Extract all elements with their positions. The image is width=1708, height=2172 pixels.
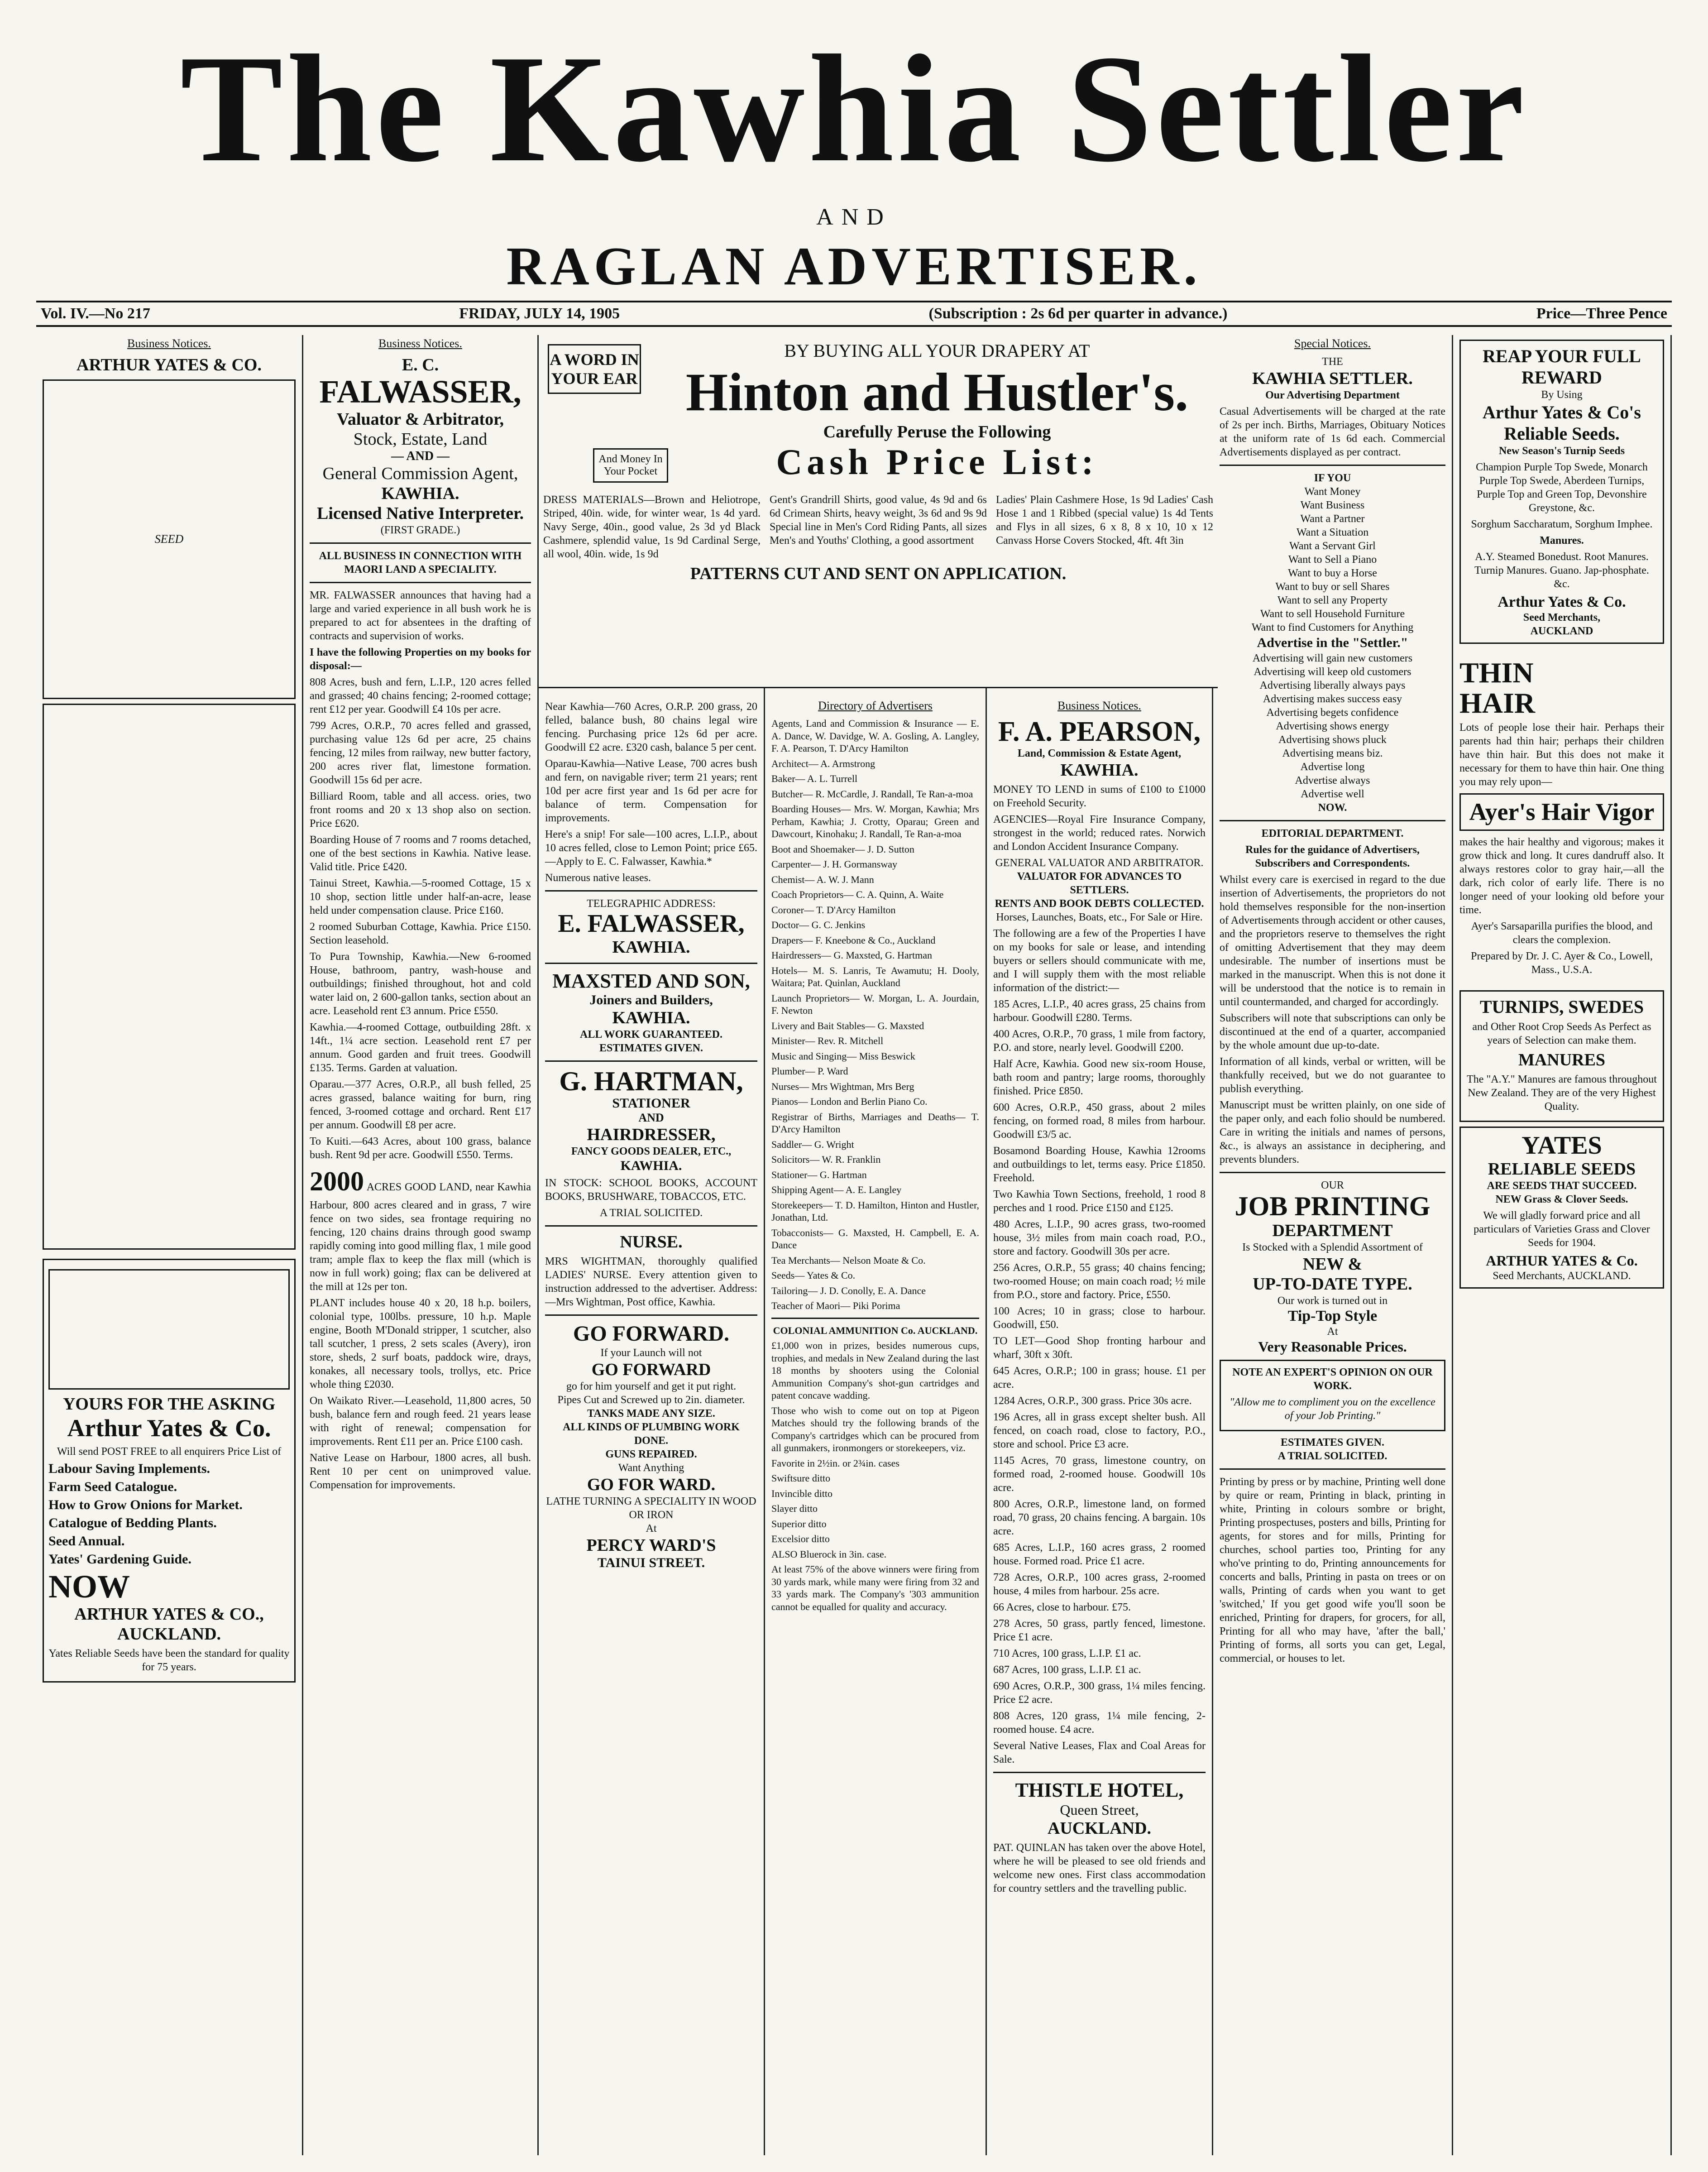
ayer-illustration bbox=[43, 704, 296, 1250]
brand: Favorite in 2½in. or 2¾in. cases bbox=[771, 1457, 899, 1469]
footer-name: ARTHUR YATES & Co. bbox=[1486, 1252, 1638, 1269]
directory-entry: Registrar of Births, Marriages and Deaths— T. D'Arcy Hamilton bbox=[771, 1111, 979, 1135]
turned: Our work is turned out in bbox=[1277, 1295, 1388, 1307]
property: 480 Acres, L.I.P., 90 acres grass, two-roomed house, 3½ miles from main coach road, P.O., store and factory. Goodwill 30s per acre. bbox=[993, 1218, 1206, 1258]
property: 690 Acres, O.R.P., 300 grass, 1¼ miles fencing. Price £2 acre. bbox=[993, 1680, 1206, 1706]
price: Price—Three Pence bbox=[1536, 305, 1667, 322]
directory-entry: Baker— A. L. Turrell bbox=[771, 773, 858, 784]
falwasser-specialty: ALL BUSINESS IN CONNECTION WITH MAORI LAND A SPECIALITY. bbox=[319, 550, 522, 575]
editorial: EDITORIAL DEPARTMENT. bbox=[1261, 827, 1404, 839]
directory-entry: Tea Merchants— Nelson Moate & Co. bbox=[771, 1254, 926, 1266]
plant-listing: PLANT includes house 40 x 20, 18 h.p. boilers, colonial type, 100lbs. pressure, 10 h.p. Maple engine, Booth M'Donald stripper, 1 scutcher, also tall scutcher, 1 press, 2 sets scales (Avery), iron store, sheds, 2 surf boats, paddock wire, drays, konakes, all necessary tools, trollys, etc. Price whole thing £2030. bbox=[310, 1297, 531, 1390]
if-you-item: Want Money bbox=[1304, 486, 1361, 498]
money-in-pocket: And Money In Your Pocket bbox=[593, 448, 668, 483]
falwasser-role2: Stock, Estate, Land bbox=[353, 429, 488, 449]
listing: Oparau-Kawhia—Native Lease, 700 acres bush and fern, on navigable river; term 21 years; rent 10d per acre first year and 1s 6d per acre for balance of term. Compensation for improvements. bbox=[545, 758, 757, 824]
reliable: Reliable Seeds. bbox=[1504, 423, 1620, 444]
bluerock: ALSO Bluerock in 3in. case. bbox=[771, 1548, 887, 1560]
pearson-intro: The following are a few of the Properties I have on my books for sale or lease, and intending buyers or sellers should communicate with me, and I will supply them with the most reliable information of the district:— bbox=[993, 928, 1206, 994]
pearson-place: KAWHIA. bbox=[1060, 761, 1139, 780]
job-printing: JOB PRINTING bbox=[1234, 1191, 1431, 1221]
pearson-rents: RENTS AND BOOK DEBTS COLLECTED. bbox=[995, 898, 1204, 910]
tiptop: Tip-Top Style bbox=[1287, 1307, 1378, 1324]
slogan: Advertising makes success easy bbox=[1263, 693, 1402, 705]
seed-packet-illustration bbox=[43, 379, 296, 699]
column-header: Special Notices. bbox=[1294, 337, 1371, 350]
property: 808 Acres, bush and fern, L.I.P., 120 acres felled and grassed; 40 chains fencing; 2-roomed cottage; rent £12 per year. Goodwill £4 10s per acre. bbox=[310, 676, 531, 715]
slogan: Advertising begets confidence bbox=[1266, 706, 1399, 719]
manures-head: Manures. bbox=[1540, 535, 1584, 547]
property: 799 Acres, O.R.P., 70 acres felled and grassed, purchasing value 12s 6d per acre, 25 chains fencing, 12 miles from railway, new butter factory, 200 acres river flat, limestone formation. Goodwill 15s 6d per acre. bbox=[310, 719, 531, 786]
slogan: Advertising will keep old customers bbox=[1253, 666, 1411, 678]
if-you-item: Want to sell Household Furniture bbox=[1260, 608, 1405, 620]
property: 710 Acres, 100 grass, L.I.P. £1 ac. bbox=[993, 1648, 1141, 1660]
yates-tagline: Yates Reliable Seeds have been the standard for quality for 75 years. bbox=[48, 1647, 290, 1673]
new: NEW & bbox=[1302, 1254, 1363, 1274]
hartman-hairdresser: HAIRDRESSER, bbox=[587, 1125, 716, 1144]
nurse-heading: NURSE. bbox=[620, 1232, 683, 1251]
word-in-ear: A WORD IN YOUR EAR bbox=[548, 344, 641, 394]
merchants-place: AUCKLAND bbox=[1530, 625, 1593, 637]
falwasser-grade: (FIRST GRADE.) bbox=[380, 524, 460, 536]
hinton-lead: BY BUYING ALL YOUR DRAPERY AT bbox=[784, 340, 1090, 361]
falwasser-role: Valuator & Arbitrator, bbox=[336, 409, 504, 429]
footer-place: Seed Merchants, AUCKLAND. bbox=[1493, 1270, 1631, 1282]
yates-item: Seed Annual. bbox=[48, 1534, 125, 1549]
stocked: Is Stocked with a Splendid Assortment of bbox=[1242, 1241, 1423, 1253]
property: 185 Acres, L.I.P., 40 acres grass, 25 chains from harbour. Goodwill £280. Terms. bbox=[993, 998, 1206, 1024]
property: 685 Acres, L.I.P., 160 acres grass, 2 roomed house. Formed road. Price £1 acre. bbox=[993, 1542, 1206, 1568]
go-for-him: go for him yourself and get it put right. bbox=[566, 1380, 737, 1392]
falwasser-intro: MR. FALWASSER announces that having had a large and varied experience in all bush work he is prepared to act for absentees in the drafting of contracts and supervision of works. bbox=[310, 589, 531, 642]
yates-now: NOW bbox=[48, 1568, 130, 1605]
hartman-fancy: FANCY GOODS DEALER, ETC., bbox=[571, 1145, 732, 1157]
lathe: LATHE TURNING A SPECIALITY IN WOOD OR IRON bbox=[546, 1495, 756, 1521]
maxsted-trade: Joiners and Builders, bbox=[589, 992, 713, 1007]
directory-entry: Teacher of Maori— Piki Porima bbox=[771, 1300, 900, 1311]
slogan: Advertising shows pluck bbox=[1278, 734, 1387, 746]
colonial-closing: At least 75% of the above winners were firing from 30 yards mark, while many were firing from 32 and 33 yards mark. The Company's '303 ammunition cannot be equalled for quality and accuracy. bbox=[771, 1563, 979, 1612]
directory-entry: Plumber— P. Ward bbox=[771, 1065, 848, 1077]
merchants: Arthur Yates & Co. bbox=[1497, 594, 1626, 610]
succeed: ARE SEEDS THAT SUCCEED. bbox=[1487, 1179, 1637, 1192]
brand: Slayer ditto bbox=[771, 1503, 818, 1514]
pearson-horses: Horses, Launches, Boats, etc., For Sale or Hire. bbox=[996, 911, 1203, 924]
directory-entry: Butcher— R. McCardle, J. Randall, Te Ran-a-moa bbox=[771, 788, 973, 800]
pearson-agencies: AGENCIES—Royal Fire Insurance Company, strongest in the world; reduced rates. Norwich and London Accident Insurance Company. bbox=[993, 814, 1206, 853]
price-col-a: DRESS MATERIALS—Brown and Heliotrope, Striped, 40in. wide, for winter wear, 1s 4d yard. Navy Serge, 40in., good value, 2s 3d yd Black Cashmere, splendid value, 1s 9d Cardinal Serge, all wool, 40in. wide, 1s 9d bbox=[543, 494, 761, 560]
advertise: Advertise in the "Settler." bbox=[1257, 635, 1408, 650]
quote: "Allow me to compliment you on the excellence of your Job Printing." bbox=[1230, 1396, 1435, 1422]
directory-entry: Chemist— A. W. J. Mann bbox=[771, 873, 874, 885]
column-2 bbox=[303, 335, 539, 2155]
turnips-ad-title: TURNIPS, SWEDES bbox=[1479, 997, 1644, 1017]
slogan: Advertising liberally always pays bbox=[1259, 679, 1406, 691]
masthead-and: AND bbox=[816, 204, 892, 230]
directory-entry: Solicitors— W. R. Franklin bbox=[771, 1154, 881, 1165]
property: 400 Acres, O.R.P., 70 grass, 1 mile from factory, P.O. and store, nearly level. Goodwill £200. bbox=[993, 1028, 1206, 1054]
pearson-name: F. A. PEARSON, bbox=[998, 716, 1201, 747]
column-header: Business Notices. bbox=[378, 337, 462, 350]
property: 1284 Acres, O.R.P., 300 grass. Price 30s acre. bbox=[993, 1395, 1192, 1407]
directory-entry: Boot and Shoemaker— J. D. Sutton bbox=[771, 843, 914, 855]
falwasser-licensed: Licensed Native Interpreter. bbox=[317, 503, 524, 523]
slogan: Advertising means biz. bbox=[1282, 747, 1383, 759]
property: Oparau.—377 Acres, O.R.P., all bush felled, 25 acres grassed, balance waiting for burn, ring fenced, 3-roomed cottage and orchard. Rent £17 per annum. Goodwill £8 per acre. bbox=[310, 1078, 531, 1131]
merchants-sub: Seed Merchants, bbox=[1523, 612, 1601, 623]
expert: NOTE AN EXPERT'S OPINION ON OUR WORK. bbox=[1232, 1366, 1433, 1392]
property: 808 Acres, 120 grass, 1¼ mile fencing, 2-roomed house. £4 acre. bbox=[993, 1710, 1206, 1736]
slogan: Advertise long bbox=[1300, 761, 1365, 773]
colonial-body: £1,000 won in prizes, besides numerous cups, trophies, and medals in New Zealand during the last 18 months by shooters using the Colonial Ammunition Company's shot-gun cartridges and patent concave wadding. bbox=[771, 1340, 979, 1401]
directory-entry: Nurses— Mrs Wightman, Mrs Berg bbox=[771, 1080, 914, 1092]
expert-box bbox=[1220, 1360, 1445, 1431]
directory-entry: Livery and Bait Stables— G. Maxsted bbox=[771, 1020, 924, 1031]
settler-the: THE bbox=[1322, 356, 1343, 368]
waikato-listing: On Waikato River.—Leasehold, 11,800 acres, 50 bush, balance fern and rough feed. 21 years lease with right of renewal; compensation for improvements. Rent £11 per an. Price £100 cash. bbox=[310, 1395, 531, 1448]
volume: Vol. IV.—No 217 bbox=[41, 305, 150, 322]
manures-ad-body: The "A.Y." Manures are famous throughout New Zealand. They are of the very Highest Quality. bbox=[1467, 1074, 1657, 1113]
price-columns bbox=[543, 490, 1213, 564]
if-you-item: IF YOU bbox=[1314, 472, 1351, 484]
yates: Arthur Yates & Co's bbox=[1483, 402, 1641, 422]
issue-date: FRIDAY, JULY 14, 1905 bbox=[459, 305, 620, 322]
directory-entry: Hotels— M. S. Lanris, Te Awamutu; H. Dooly, Waitara; Pat. Quinlan, Auckland bbox=[771, 964, 979, 988]
hartman-name: G. HARTMAN, bbox=[559, 1066, 743, 1096]
hartman-stationer: STATIONER bbox=[612, 1095, 690, 1111]
falwasser-place: KAWHIA. bbox=[381, 484, 459, 503]
yates-logo: YATES bbox=[1521, 1132, 1602, 1160]
tel-place: KAWHIA. bbox=[612, 937, 690, 957]
yates-items bbox=[48, 1461, 290, 1567]
thistle-name: THISTLE HOTEL, bbox=[1015, 1779, 1184, 1802]
column-7 bbox=[1453, 335, 1672, 2155]
slogans bbox=[1220, 652, 1445, 815]
ayer-body2: makes the hair healthy and vigorous; makes it grow thick and long. It cures dandruff also. It always restores color to gray hair,—all the dark, rich color of early life. There is no longer need of your looking old before your time. bbox=[1459, 836, 1664, 916]
pipes: Pipes Cut and Screwed up to 2in. diameter. bbox=[557, 1394, 745, 1406]
property: 687 Acres, 100 grass, L.I.P. £1 ac. bbox=[993, 1664, 1141, 1676]
directory-entry: Boarding Houses— Mrs. W. Morgan, Kawhia; Mrs Perham, Kawhia; J. Crotty, Oparau; Green and Dawcourt, Kinohaku; J. Randall, Te Ran-a-moa bbox=[771, 803, 979, 839]
yates-item: Farm Seed Catalogue. bbox=[48, 1479, 177, 1494]
our: OUR bbox=[1321, 1179, 1344, 1191]
ayer-ad bbox=[1459, 657, 1664, 977]
column-header: Business Notices. bbox=[1057, 699, 1141, 712]
directory-entry: Minister— Rev. R. Mitchell bbox=[771, 1035, 884, 1046]
column-6 bbox=[1213, 335, 1453, 2155]
seed-label: SEED bbox=[154, 532, 184, 546]
falwasser-role3: General Commission Agent, bbox=[322, 464, 518, 483]
manuscript: Manuscript must be written plainly, on one side of the paper only, and each folio should be numbered. Care in writing the initials and names of persons, &c., is always an assistance in deciphering, and prevents blunders. bbox=[1220, 1099, 1445, 1165]
native-listing: Native Lease on Harbour, 1800 acres, all bush. Rent 10 per cent on unimproved value. Compensation for improvements. bbox=[310, 1452, 531, 1491]
estimates: ESTIMATES GIVEN. bbox=[1281, 1436, 1384, 1448]
yates-footer: ARTHUR YATES & CO., AUCKLAND. bbox=[74, 1604, 264, 1644]
manures: A.Y. Steamed Bonedust. Root Manures. Turnip Manures. Guano. Jap-phosphate. &c. bbox=[1474, 551, 1649, 590]
yates-illustration bbox=[48, 1269, 290, 1390]
property: 66 Acres, close to harbour. £75. bbox=[993, 1601, 1131, 1614]
directory-entry: Shipping Agent— A. E. Langley bbox=[771, 1184, 902, 1195]
ayer-body: Lots of people lose their hair. Perhaps their parents had thin hair; perhaps their children have thin hair. But this does not make it necessary for them to have thin hair. One thing you may rely upon— bbox=[1459, 722, 1664, 788]
props-heading: I have the following Properties on my books for disposal:— bbox=[310, 646, 531, 672]
prepared: Prepared by Dr. J. C. Ayer & Co., Lowell, Mass., U.S.A. bbox=[1471, 950, 1653, 976]
directory-entry: Pianos— London and Berlin Piano Co. bbox=[771, 1096, 928, 1107]
masthead-subtitle: RAGLAN ADVERTISER. bbox=[506, 236, 1202, 296]
yates-bottom-ad bbox=[1459, 1127, 1664, 1289]
forward-launch: If your Launch will not bbox=[600, 1347, 702, 1359]
directory-entry: Drapers— F. Kneebone & Co., Auckland bbox=[771, 934, 936, 946]
hinton-hustler-ad bbox=[539, 335, 1218, 688]
property: TO LET—Good Shop fronting harbour and wharf, 30ft x 30ft. bbox=[993, 1335, 1206, 1361]
directory-entry: Seeds— Yates & Co. bbox=[771, 1270, 856, 1281]
rules: Whilst every care is exercised in regard to the due insertion of Advertisements, the proprietors do not hold themselves responsible for the non-insertion of Advertisements through accident or other causes, and the proprietors reserve to themselves the right of omitting Advertisement that they may deem undesirable. The number of insertions must be marked in the manuscript. When this is not done it will be understood that the notice is to remain in until countermanded, and charged for accordingly. bbox=[1220, 873, 1445, 1008]
property: Billiard Room, table and all access. ories, two front rooms and 20 x 13 shop also on section. Price £620. bbox=[310, 790, 531, 829]
forward-heading: GO FORWARD. bbox=[573, 1321, 729, 1346]
directory-entry: Music and Singing— Miss Beswick bbox=[771, 1050, 915, 1062]
hartman-trial: A TRIAL SOLICITED. bbox=[599, 1207, 703, 1219]
listing: Near Kawhia—760 Acres, O.R.P. 200 grass, 20 felled, balance bush, 80 chains legal wire fencing. Purchasing price 12s 6d per acre. Goodwill £2 acre. £320 cash, balance 5 per cent. bbox=[545, 701, 757, 753]
patterns: PATTERNS CUT AND SENT ON APPLICATION. bbox=[690, 564, 1067, 583]
nurse-body: MRS WIGHTMAN, thoroughly qualified LADIES' NURSE. Every attention given to instruction addressed to the advertiser. Address:—Mrs Wightman, Post office, Kawhia. bbox=[545, 1255, 757, 1308]
colonial-body2: Those who wish to come out on top at Pigeon Matches should try the following brands of the Company's cartridges which can be procured from all gunmakers, ironmongers or storekeepers, viz. bbox=[771, 1405, 979, 1453]
up-to-date: UP-TO-DATE TYPE. bbox=[1253, 1274, 1412, 1294]
yates-heading: YOURS FOR THE ASKING bbox=[62, 1395, 276, 1414]
tanks: TANKS MADE ANY SIZE. bbox=[587, 1407, 715, 1419]
property: 728 Acres, O.R.P., 100 acres grass, 2-roomed house, 4 miles from harbour. 25s acre. bbox=[993, 1572, 1206, 1597]
directory-entry: Storekeepers— T. D. Hamilton, Hinton and Hustler, Jonathan, Ltd. bbox=[771, 1199, 979, 1223]
property: To Kuiti.—643 Acres, about 100 grass, balance bush. Rent 9d per acre. Goodwill £550. Terms. bbox=[310, 1135, 531, 1161]
price-col-c: Ladies' Plain Cashmere Hose, 1s 9d Ladies' Cash Hose 1 and 1 Ribbed (special value) 1s 4d Tents and Flys in all sizes, 6 x 8, 8 x 10, 10 x 12 Canvass Horse Covers Stocked, 4ft. 4ft 3in bbox=[996, 494, 1213, 547]
ad-dept: Our Advertising Department bbox=[1265, 389, 1400, 401]
if-you-item: Want to buy or sell Shares bbox=[1275, 581, 1390, 593]
trial: A TRIAL SOLICITED. bbox=[1277, 1450, 1387, 1462]
thistle-body: PAT. QUINLAN has taken over the above Hotel, where he will be pleased to see old friends and welcome new ones. First class accommodation for country settlers and the travelling public. bbox=[993, 1842, 1206, 1895]
property: 256 Acres, O.R.P., 55 grass; 40 chains fencing; two-roomed House; on main coach road; ½ mile from P.O., store and factory. Price, £550. bbox=[993, 1262, 1206, 1301]
sarsaparilla: Ayer's Sarsaparilla purifies the blood, and clears the complexion. bbox=[1471, 921, 1653, 946]
if-you-item: Want a Situation bbox=[1296, 527, 1369, 538]
at: At bbox=[646, 1522, 657, 1534]
slogan: Advertise well bbox=[1301, 788, 1364, 800]
dateline bbox=[36, 301, 1672, 327]
maxsted-guarantee: ALL WORK GUARANTEED. bbox=[580, 1028, 722, 1040]
hair: HAIR bbox=[1459, 687, 1536, 719]
guns: GUNS REPAIRED. bbox=[605, 1448, 697, 1460]
telegraphic: TELEGRAPHIC ADDRESS: bbox=[587, 898, 716, 910]
yates-ad-title: ARTHUR YATES & CO. bbox=[77, 355, 262, 374]
tel-name: E. FALWASSER, bbox=[558, 910, 745, 938]
yates-body: Will send POST FREE to all enquirers Price List of bbox=[57, 1446, 282, 1458]
pearson-valuator: GENERAL VALUATOR AND ARBITRATOR. bbox=[995, 857, 1204, 869]
want: Want Anything bbox=[618, 1462, 684, 1474]
directory-entry: Coroner— T. D'Arcy Hamilton bbox=[771, 904, 896, 916]
maxsted-name: MAXSTED AND SON, bbox=[552, 969, 750, 992]
big-listing-text: ACRES GOOD LAND, near Kawhia Harbour, 800 acres cleared and in grass, 7 wire fence on two sides, sea frontage requiring no fencing, 120 chains drains through good swamp rapidly coming into good milling flax, 1 mile good tram; ample flax to keep the flax mill (which is now in full work) going; flax can be delivered at the mill at 12s per ton. bbox=[310, 1181, 531, 1293]
property: 800 Acres, O.R.P., limestone land, on formed road, 70 grass, 20 chains fencing. A bargain. 10s acre. bbox=[993, 1498, 1206, 1538]
if-you-item: Want to buy a Horse bbox=[1288, 567, 1377, 579]
pearson-money: MONEY TO LEND in sums of £100 to £1000 on Freehold Security. bbox=[993, 784, 1206, 810]
yates-item: How to Grow Onions for Market. bbox=[48, 1497, 243, 1512]
property: Bosamond Boarding House, Kawhia 12rooms and outbuildings to let, terms easy. Price £1850. Freehold. bbox=[993, 1145, 1206, 1184]
property: 278 Acres, 50 grass, partly fenced, limestone. Price £1 acre. bbox=[993, 1618, 1206, 1644]
job-dept: DEPARTMENT bbox=[1272, 1221, 1393, 1240]
directory-entry: Tailoring— J. D. Conolly, E. A. Dance bbox=[771, 1285, 926, 1296]
property: 2 roomed Suburban Cottage, Kawhia. Price £150. Section leasehold. bbox=[310, 921, 531, 946]
falwasser-initials: E. C. bbox=[402, 355, 439, 374]
slogan: NOW. bbox=[1318, 801, 1347, 814]
big-listing bbox=[310, 1165, 531, 1294]
turnips-ad bbox=[1459, 990, 1664, 1122]
directory-entry: Agents, Land and Commission & Insurance — E. A. Dance, W. Davidge, W. A. Gosling, A. Langley, F. A. Pearson, T. D'Arcy Hamilton bbox=[771, 718, 979, 754]
colonial-heading: COLONIAL AMMUNITION Co. AUCKLAND. bbox=[773, 1324, 978, 1336]
property: 645 Acres, O.R.P.; 100 in grass; house. £1 per acre. bbox=[993, 1365, 1206, 1391]
property: 1145 Acres, 70 grass, limestone country, on formed road, 2-roomed house. Goodwill 10s acre. bbox=[993, 1455, 1206, 1494]
directory-entry: Doctor— G. C. Jenkins bbox=[771, 919, 866, 930]
slogan: Advertise always bbox=[1295, 774, 1370, 786]
directory-entry: Saddler— G. Wright bbox=[771, 1138, 854, 1150]
go-for-ward: GO FOR WARD. bbox=[587, 1475, 716, 1494]
reliable-seeds: RELIABLE SEEDS bbox=[1488, 1159, 1636, 1179]
brand: Excelsior ditto bbox=[771, 1533, 830, 1544]
reap-ad bbox=[1459, 340, 1664, 644]
maxsted-estimates: ESTIMATES GIVEN. bbox=[599, 1042, 703, 1054]
slogan: Advertising shows energy bbox=[1276, 720, 1389, 732]
price-col-b: Gent's Grandrill Shirts, good value, 4s 9d and 6s 6d Crimean Shirts, heavy weight, 3s 6d and 9s 9d Special line in Men's Cord Riding Pants, all sizes Men's and Youths' Clothing, a good assortment bbox=[770, 494, 987, 547]
tainui-street: TAINUI STREET. bbox=[597, 1555, 705, 1570]
maxsted-place: KAWHIA. bbox=[612, 1008, 690, 1027]
hartman-and: AND bbox=[638, 1111, 664, 1124]
if-you-item: Want to sell any Property bbox=[1277, 595, 1388, 606]
subscribers: Subscribers will note that subscriptions can only be discontinued at the end of a quarter, accompanied by the whole amount due up-to-date. bbox=[1220, 1012, 1445, 1051]
if-you-item: Want a Servant Girl bbox=[1289, 540, 1376, 552]
hinton-peruse: Carefully Peruse the Following bbox=[823, 422, 1051, 441]
directory-entry: Tobacconists— G. Maxsted, H. Campbell, E. A. Dance bbox=[771, 1227, 979, 1251]
information: Information of all kinds, verbal or written, will be thankfully received, but we do not guarantee to publish everything. bbox=[1220, 1055, 1445, 1095]
directory-entry: Coach Proprietors— C. A. Quinn, A. Waite bbox=[771, 889, 944, 900]
property: To Pura Township, Kawhia.—New 6-roomed House, bathroom, pantry, wash-house and outbuildings; finished throughout, hot and cold water laid on, 2 600-gallon tanks, section about an acre. Leasehold rent £3 annum. Price £550. bbox=[310, 950, 531, 1017]
if-you-item: Want to Sell a Piano bbox=[1288, 554, 1377, 566]
thin: THIN bbox=[1459, 657, 1534, 689]
thistle-street: Queen Street, bbox=[1060, 1802, 1139, 1818]
percy-ward: PERCY WARD'S bbox=[586, 1535, 716, 1555]
hartman-place: KAWHIA. bbox=[620, 1158, 682, 1173]
yates-item: Catalogue of Bedding Plants. bbox=[48, 1515, 217, 1530]
at: At bbox=[1327, 1325, 1338, 1338]
directory-entry: Carpenter— J. H. Gormansway bbox=[771, 858, 897, 870]
property: Kawhia.—4-roomed Cottage, outbuilding 28ft. x 14ft., 1¼ acre section. Leasehold rent £7 per annum. Good garden and fruit trees. Goodwill £135. Terms. Garden at valuation. bbox=[310, 1021, 531, 1074]
falwasser-name: FALWASSER, bbox=[319, 374, 521, 410]
property: Two Kawhia Town Sections, freehold, 1 rood 8 perches and 1 rood. Price £150 and £125. bbox=[993, 1189, 1206, 1214]
pearson-role: Land, Commission & Estate Agent, bbox=[1017, 748, 1182, 760]
property: 196 Acres, all in grass except shelter bush. All fenced, on coach road, close to factory, P.O., store and school. Price £3 acre. bbox=[993, 1411, 1206, 1451]
turnips: Champion Purple Top Swede, Monarch Purple Top Swede, Aberdeen Turnips, Purple Top and Green Top, Devonshire Greystone, &c. bbox=[1476, 461, 1648, 514]
settler-title: KAWHIA SETTLER. bbox=[1252, 369, 1413, 388]
property: 600 Acres, O.R.P., 450 grass, about 2 miles fencing, on formed road, 8 miles from harbour. Goodwill £3/5 ac. bbox=[993, 1102, 1206, 1141]
big-number: 2000 bbox=[310, 1166, 364, 1196]
property: Half Acre, Kawhia. Good new six-room House, bath room and pantry; large rooms, thoroughly finished. Price £850. bbox=[993, 1058, 1206, 1098]
listing: Here's a snip! For sale—100 acres, L.I.P., about 10 acres felled, close to Lemon Point; price £65.—Apply to E. C. Falwasser, Kawhia.* bbox=[545, 829, 757, 868]
turnip-heading: New Season's Turnip Seeds bbox=[1498, 445, 1625, 457]
gladly: We will gladly forward price and all particulars of Varieties Grass and Clover Seeds for 1904. bbox=[1474, 1209, 1650, 1249]
brand: Invincible ditto bbox=[771, 1487, 833, 1499]
property: Tainui Street, Kawhia.—5-roomed Cottage, 15 x 10 shop, section little under half-an-acre, lease held under compensation clause. Price £160. bbox=[310, 877, 531, 916]
slogan: Advertising will gain new customers bbox=[1252, 652, 1413, 664]
directory-entry: Stationer— G. Hartman bbox=[771, 1169, 867, 1180]
masthead-title: The Kawhia Settler bbox=[180, 23, 1528, 194]
if-you-item: Want a Partner bbox=[1300, 513, 1365, 525]
yates-name: Arthur Yates & Co. bbox=[67, 1414, 271, 1442]
if-you-item: Want to find Customers for Anything bbox=[1251, 622, 1414, 633]
sorghum: Sorghum Saccharatum, Sorghum Imphee. bbox=[1471, 518, 1653, 530]
directory-entry: Architect— A. Armstrong bbox=[771, 758, 876, 769]
if-you-item: Want Business bbox=[1300, 499, 1365, 511]
manures-ad-title: MANURES bbox=[1518, 1050, 1606, 1070]
hinton-name: Hinton and Hustler's. bbox=[685, 362, 1189, 422]
directory-entry: Hairdressers— G. Maxsted, G. Hartman bbox=[771, 949, 932, 961]
using: By Using bbox=[1541, 389, 1583, 401]
falwasser-and: — AND — bbox=[391, 449, 450, 463]
property: 100 Acres; 10 in grass; close to harbour. Goodwill, £50. bbox=[993, 1305, 1206, 1331]
cash-price-list: Cash Price List: bbox=[776, 442, 1098, 482]
thistle-place: AUCKLAND. bbox=[1047, 1819, 1152, 1838]
printing-poem: Printing by press or by machine, Printing well done by quire or ream, Printing in black, printing in white, Printing in colours sombre or bright, Printing prospectuses, posters and bills, Printing for agents, for stores and for mills, Printing for churches, school parties too, Printing for any who've printing to do, Printing announcements for concerts and balls, Printing in pasta on trees or on walls, Printing of cards when you want to get 'switched,' If you get good wife you'll soon be enriched, Printing for drapers, for grocers, for all, Printing for all who may have, 'after the ball,' Printing of forms, all sorts you can get, Legal, commercial, or houses to let. bbox=[1220, 1476, 1445, 1664]
plumbing: ALL KINDS OF PLUMBING WORK DONE. bbox=[563, 1421, 740, 1447]
listing: Numerous native leases. bbox=[545, 872, 651, 884]
hartman-stock: IN STOCK: SCHOOL BOOKS, ACCOUNT BOOKS, BRUSHWARE, TOBACCOS, ETC. bbox=[545, 1177, 757, 1203]
column-1 bbox=[36, 335, 303, 2155]
subscription: (Subscription : 2s 6d per quarter in advance.) bbox=[928, 305, 1228, 322]
if-you-list bbox=[1220, 471, 1445, 634]
property: Boarding House of 7 rooms and 7 rooms detached, one of the best sections in Kawhia. Native lease. Valid title. Price £420. bbox=[310, 834, 531, 873]
brand: Swiftsure ditto bbox=[771, 1472, 831, 1484]
yates-item: Yates' Gardening Guide. bbox=[48, 1552, 191, 1567]
ayers-vigor: Ayer's Hair Vigor bbox=[1459, 793, 1664, 831]
go-forward: GO FORWARD bbox=[591, 1360, 711, 1379]
reap: REAP YOUR FULL REWARD bbox=[1483, 346, 1641, 388]
directory-entry: Launch Proprietors— W. Morgan, L. A. Jourdain, F. Newton bbox=[771, 992, 979, 1016]
pearson-advances: VALUATOR FOR ADVANCES TO SETTLERS. bbox=[1017, 871, 1182, 897]
property: Several Native Leases, Flax and Coal Areas for Sale. bbox=[993, 1740, 1206, 1766]
column-header: Business Notices. bbox=[127, 337, 211, 350]
yates-ad bbox=[43, 1259, 296, 1683]
turnips-ad-body: and Other Root Crop Seeds As Perfect as years of Selection can make them. bbox=[1472, 1021, 1651, 1047]
directory-header: Directory of Advertisers bbox=[818, 699, 933, 712]
grass: NEW Grass & Clover Seeds. bbox=[1495, 1193, 1628, 1205]
ad-rates: Casual Advertisements will be charged at the rate of 2s per inch. Births, Marriages, Obituary Notices at the uniform rate of 1s 6d each. Commercial Advertisements displayed as per contract. bbox=[1220, 406, 1445, 458]
yates-item: Labour Saving Implements. bbox=[48, 1461, 211, 1476]
masthead bbox=[36, 18, 1672, 297]
prices: Very Reasonable Prices. bbox=[1258, 1338, 1407, 1355]
brand: Superior ditto bbox=[771, 1518, 827, 1530]
rules-heading: Rules for the guidance of Advertisers, Subscribers and Correspondents. bbox=[1245, 844, 1420, 869]
